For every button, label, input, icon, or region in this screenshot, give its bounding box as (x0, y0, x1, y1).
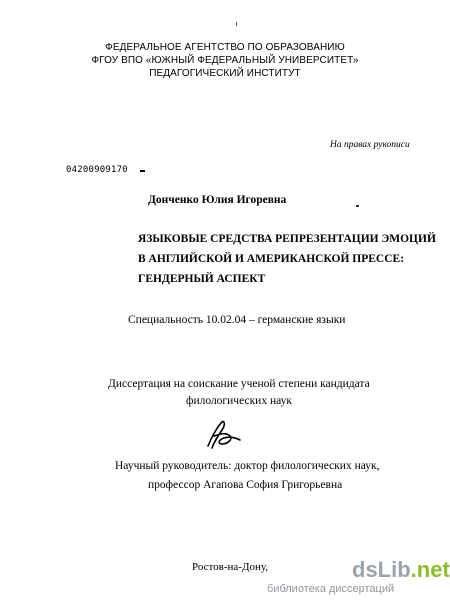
tick-mark (236, 22, 237, 26)
manuscript-rights: На правах рукописи (330, 140, 410, 150)
dissertation-line-2: филологических наук (186, 395, 292, 407)
dissertation-line-1: Диссертация на соискание ученой степени кандидата (108, 378, 370, 390)
watermark-logo: dsLib.net (352, 557, 450, 582)
watermark (267, 553, 450, 605)
signature (200, 418, 244, 452)
dot-mark (356, 205, 359, 207)
supervisor-line-2: профессор Агапова София Григорьевна (148, 479, 343, 491)
title-line-1: ЯЗЫКОВЫЕ СРЕДСТВА РЕПРЕЗЕНТАЦИИ ЭМОЦИЙ (138, 233, 436, 245)
watermark-subtitle: библиотека диссертаций (267, 583, 395, 595)
header-agency: ФЕДЕРАЛЬНОЕ АГЕНТСТВО ПО ОБРАЗОВАНИЮ (105, 42, 345, 53)
title-line-2: В АНГЛИЙСКОЙ И АМЕРИКАНСКОЙ ПРЕССЕ: (138, 253, 405, 265)
document-code: 04200909170 (66, 165, 128, 175)
title-line-3: ГЕНДЕРНЫЙ АСПЕКТ (138, 273, 266, 285)
city: Ростов-на-Дону, (192, 561, 268, 573)
header-university: ФГОУ ВПО «ЮЖНЫЙ ФЕДЕРАЛЬНЫЙ УНИВЕРСИТЕТ» (91, 55, 359, 66)
specialty: Специальность 10.02.04 – германские языки (128, 314, 346, 326)
supervisor-line-1: Научный руководитель: доктор филологических наук, (115, 460, 380, 472)
code-dash-mark (140, 170, 145, 172)
author-name: Донченко Юлия Игоревна (148, 194, 287, 206)
header-institute: ПЕДАГОГИЧЕСКИЙ ИНСТИТУТ (149, 68, 301, 79)
